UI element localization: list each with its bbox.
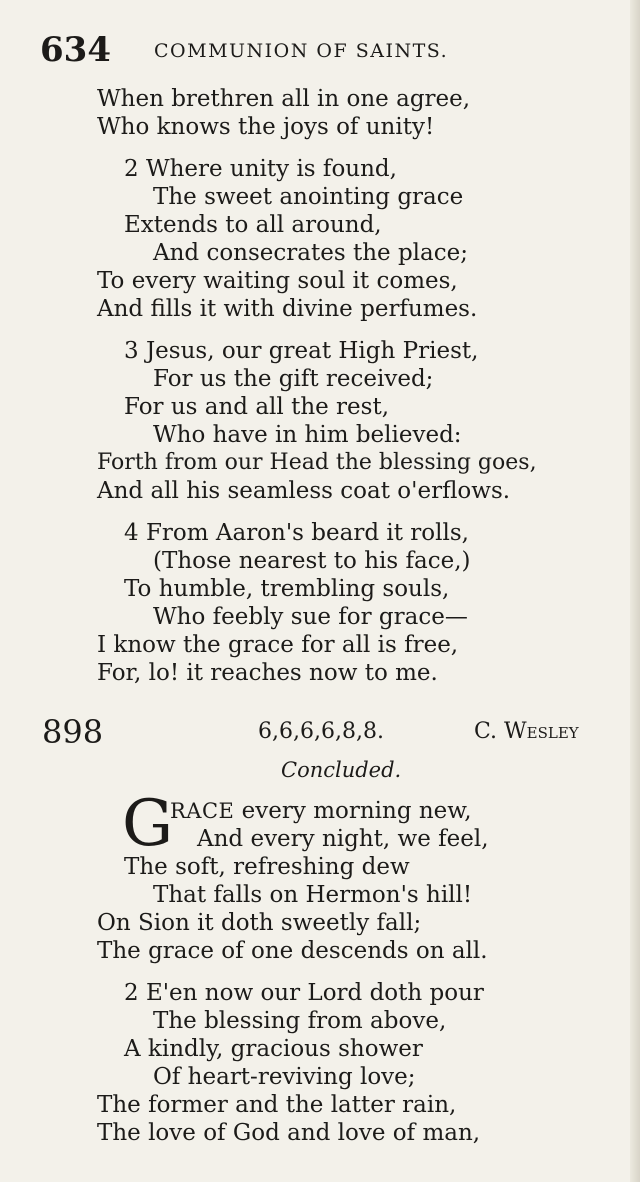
verse-line: Extends to all around, xyxy=(124,212,382,238)
verse-line: The love of God and love of man, xyxy=(97,1120,481,1146)
verse-line: 2 Where unity is found, xyxy=(124,156,397,182)
verse-line: Who knows the joys of unity! xyxy=(97,114,435,140)
verse-line: Who feebly sue for grace— xyxy=(153,604,468,630)
verse-line: The sweet anointing grace xyxy=(153,184,464,210)
hymn-author: C. Wesley xyxy=(474,719,579,744)
page-edge xyxy=(630,0,640,1182)
verse-line: And consecrates the place; xyxy=(153,240,468,266)
verse-line: And all his seamless coat o'erflows. xyxy=(97,478,511,504)
verse-line: On Sion it doth sweetly fall; xyxy=(97,910,422,936)
verse-line: Forth from our Head the blessing goes, xyxy=(97,450,537,475)
verse-line: To humble, trembling souls, xyxy=(124,576,450,602)
verse-line: For, lo! it reaches now to me. xyxy=(97,660,438,686)
verse-line: And fills it with divine perfumes. xyxy=(97,296,478,322)
verse-line-first xyxy=(170,797,472,825)
verse-line: Who have in him believed: xyxy=(153,422,462,448)
drop-cap: G xyxy=(122,787,174,861)
verse-line: A kindly, gracious shower xyxy=(124,1036,423,1062)
verse-line: The blessing from above, xyxy=(153,1008,447,1034)
first-word: RACE xyxy=(170,799,235,823)
hymn-note: Concluded. xyxy=(281,758,402,782)
verse-line: I know the grace for all is free, xyxy=(97,632,459,658)
verse-line: 2 E'en now our Lord doth pour xyxy=(124,980,484,1006)
verse-line: For us and all the rest, xyxy=(124,394,390,420)
page-number: 634 xyxy=(40,30,111,70)
verse-line: (Those nearest to his face,) xyxy=(153,548,471,574)
verse-line: 3 Jesus, our great High Priest, xyxy=(124,338,479,364)
verse-line: To every waiting soul it comes, xyxy=(97,268,458,294)
hymn-number: 898 xyxy=(42,713,104,751)
hymn-meter: 6,6,6,6,8,8. xyxy=(258,719,384,744)
verse-line: 4 From Aaron's beard it rolls, xyxy=(124,520,469,546)
verse-line: When brethren all in one agree, xyxy=(97,86,471,112)
hymn-heading xyxy=(42,712,612,756)
first-line-rest: every morning new, xyxy=(234,798,472,824)
verse-line: For us the gift received; xyxy=(153,366,434,392)
verse-line: And every night, we feel, xyxy=(197,826,489,852)
running-title: COMMUNION OF SAINTS. xyxy=(154,40,449,62)
page-header xyxy=(40,30,600,70)
verse-line: The former and the latter rain, xyxy=(97,1092,457,1118)
verse-line: That falls on Hermon's hill! xyxy=(153,882,473,908)
verse-line: The grace of one descends on all. xyxy=(97,938,488,964)
verse-line: The soft, refreshing dew xyxy=(124,854,410,880)
verse-line: Of heart-reviving love; xyxy=(153,1064,416,1090)
